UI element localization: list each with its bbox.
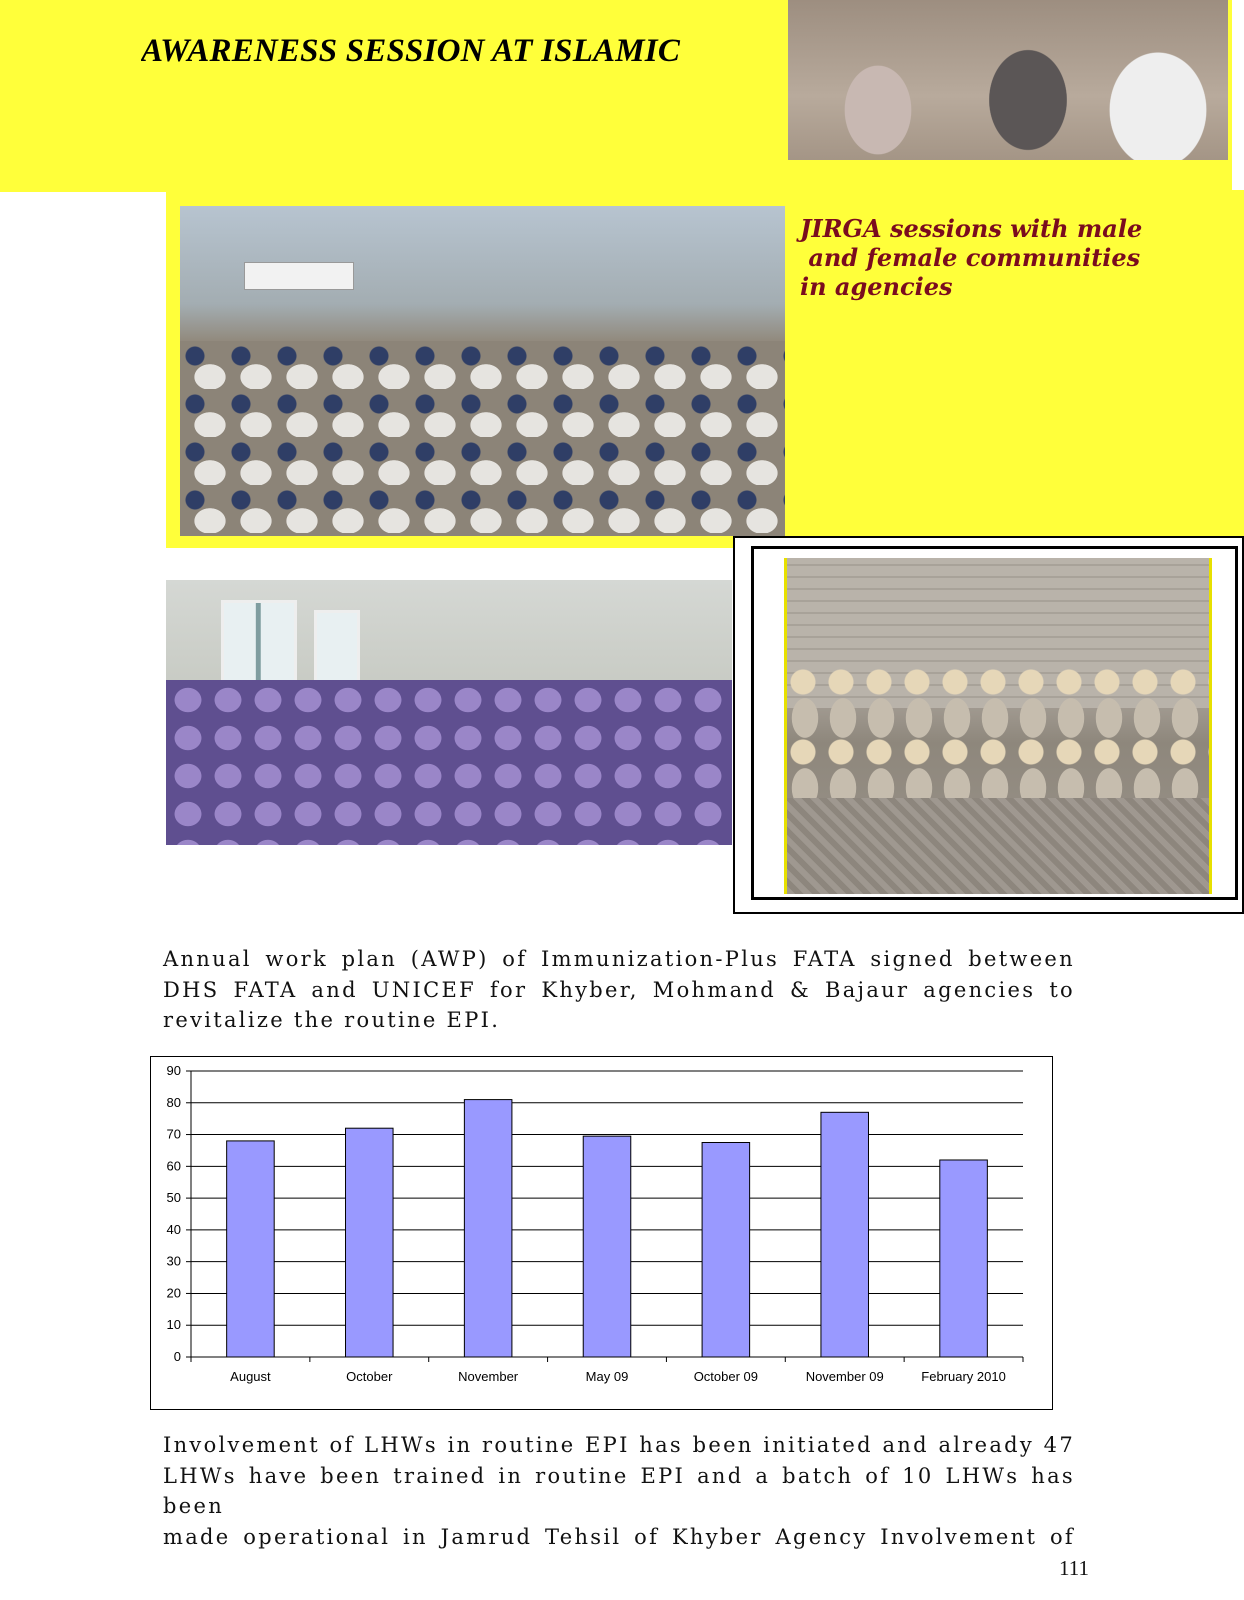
bar: [227, 1141, 275, 1357]
x-tick-label: November 09: [805, 1369, 884, 1384]
paragraph-line: revitalize the routine EPI.: [163, 1008, 501, 1032]
paragraph-line: made operational in Jamrud Tehsil of Khyber Agency Involvement of: [163, 1524, 1075, 1549]
chart-svg: [151, 1057, 1054, 1411]
y-tick-label: 10: [166, 1317, 181, 1333]
y-tick-label: 60: [166, 1158, 181, 1174]
photo-seated-crowd: [180, 341, 785, 536]
bar: [464, 1100, 512, 1357]
paragraph-line: DHS FATA and UNICEF for Khyber, Mohmand & Bajaur agencies to: [163, 977, 1075, 1002]
bar-chart: [150, 1056, 1053, 1410]
photo-elders-jirga: [784, 558, 1212, 894]
y-tick-label: 20: [166, 1285, 181, 1301]
y-tick-label: 80: [166, 1094, 181, 1110]
x-tick-label: February 2010: [921, 1369, 1006, 1384]
y-tick-label: 40: [166, 1221, 181, 1237]
x-tick-label: November: [458, 1369, 519, 1384]
x-tick-label: October: [346, 1369, 393, 1384]
photo-seated-women: [166, 680, 732, 845]
jirga-caption: [800, 214, 1180, 301]
bar: [702, 1143, 750, 1358]
y-tick-label: 70: [166, 1126, 181, 1142]
bar: [940, 1160, 988, 1357]
x-tick-label: August: [230, 1369, 271, 1384]
bar: [583, 1136, 631, 1357]
caption-line: and female communities: [800, 243, 1141, 272]
y-tick-label: 30: [166, 1253, 181, 1269]
paragraph-line: LHWs have been trained in routine EPI and a batch of 10 LHWs has been: [163, 1463, 1075, 1518]
photo-ground: [787, 798, 1209, 894]
caption-line: JIRGA sessions with male: [800, 214, 1143, 243]
y-tick-label: 50: [166, 1190, 181, 1206]
paragraph-awp: [163, 944, 1075, 1036]
photo-islamic-session: [788, 0, 1228, 160]
paragraph-line: Annual work plan (AWP) of Immunization-Plus FATA signed between: [163, 947, 1075, 971]
y-tick-label: 0: [173, 1349, 181, 1364]
caption-line: in agencies: [800, 272, 953, 301]
page-number: 111: [1059, 1556, 1089, 1580]
photo-jirga-outdoor: [180, 206, 785, 536]
paragraph-line: Involvement of LHWs in routine EPI has been initiated and already 47: [163, 1433, 1075, 1457]
bar: [346, 1128, 394, 1357]
photo-banner: [244, 262, 354, 290]
photo-seated-elders: [787, 668, 1209, 798]
x-tick-label: May 09: [585, 1369, 629, 1384]
paragraph-lhw: [163, 1430, 1075, 1552]
x-tick-label: October 09: [693, 1369, 759, 1384]
photo-female-session: [166, 580, 732, 845]
bar: [821, 1112, 869, 1357]
y-tick-label: 90: [166, 1063, 181, 1078]
page-heading: AWARENESS SESSION AT ISLAMIC: [141, 33, 681, 69]
